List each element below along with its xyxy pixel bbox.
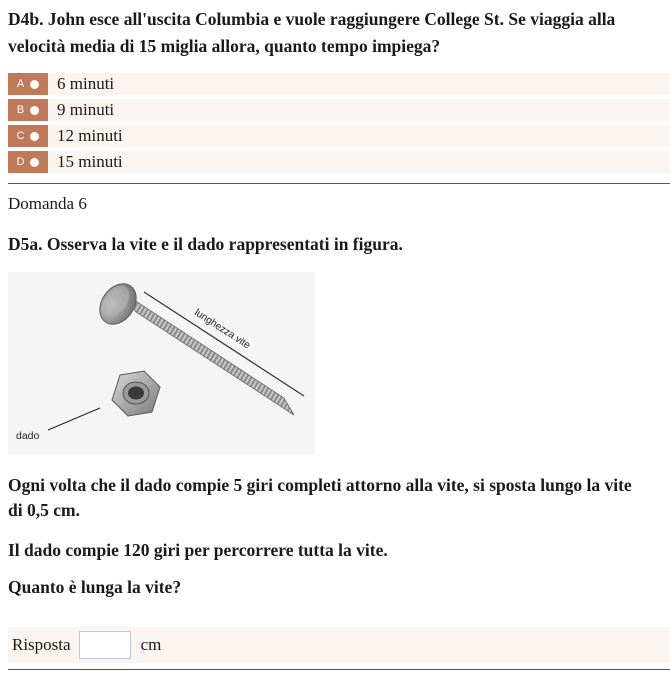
option-d-text: 15 minuti: [57, 152, 123, 171]
nut: [112, 371, 160, 416]
option-d[interactable]: [8, 151, 670, 173]
option-c-badge[interactable]: [8, 125, 48, 147]
screw-nut-figure: [8, 272, 315, 455]
answer-options: [8, 73, 670, 177]
answer-row: [8, 627, 670, 663]
answer-label: Risposta: [12, 635, 71, 654]
length-label: lunghezza vite: [192, 307, 252, 352]
length-indicator-line: [144, 292, 304, 396]
option-b-text: 9 minuti: [57, 100, 115, 119]
nut-label: dado: [16, 430, 40, 442]
question-d4b-line2: velocità media di 15 miglia allora, quanto tempo impiega?: [8, 36, 441, 56]
paragraph-1-line1: Ogni volta che il dado compie 5 giri completi attorno alla vite, si sposta lungo la vite: [8, 475, 632, 495]
section-label: Domanda 6: [8, 194, 87, 213]
option-a-badge[interactable]: [8, 73, 48, 95]
option-a-text: 6 minuti: [57, 74, 115, 93]
divider-bottom: [8, 669, 670, 670]
question-d4b-title: [8, 6, 670, 60]
screw-nut-illustration: [8, 272, 315, 455]
radio-dot-icon: [30, 80, 39, 89]
option-c[interactable]: [8, 125, 670, 147]
option-d-badge[interactable]: [8, 151, 48, 173]
radio-dot-icon: [30, 132, 39, 141]
divider: [8, 183, 670, 184]
radio-dot-icon: [30, 106, 39, 115]
option-a-letter: A: [16, 78, 25, 90]
nut-pointer-line: [48, 408, 100, 430]
question-d5a-title: D5a. Osserva la vite e il dado rappresentati in figura.: [8, 234, 403, 254]
option-b[interactable]: [8, 99, 670, 121]
paragraph-3: Quanto è lunga la vite?: [8, 577, 182, 597]
option-d-letter: D: [16, 156, 25, 168]
paragraph-1-line2: di 0,5 cm.: [8, 500, 80, 520]
option-b-badge[interactable]: [8, 99, 48, 121]
answer-unit: cm: [140, 635, 162, 654]
answer-input[interactable]: [79, 631, 131, 659]
option-a[interactable]: [8, 73, 670, 95]
option-c-letter: C: [16, 130, 25, 142]
question-d4b-line1: D4b. John esce all'uscita Columbia e vuole raggiungere College St. Se viaggia alla: [8, 9, 616, 29]
option-c-text: 12 minuti: [57, 126, 123, 145]
option-b-letter: B: [16, 104, 25, 116]
radio-dot-icon: [30, 158, 39, 167]
paragraph-2: Il dado compie 120 giri per percorrere tutta la vite.: [8, 540, 388, 560]
